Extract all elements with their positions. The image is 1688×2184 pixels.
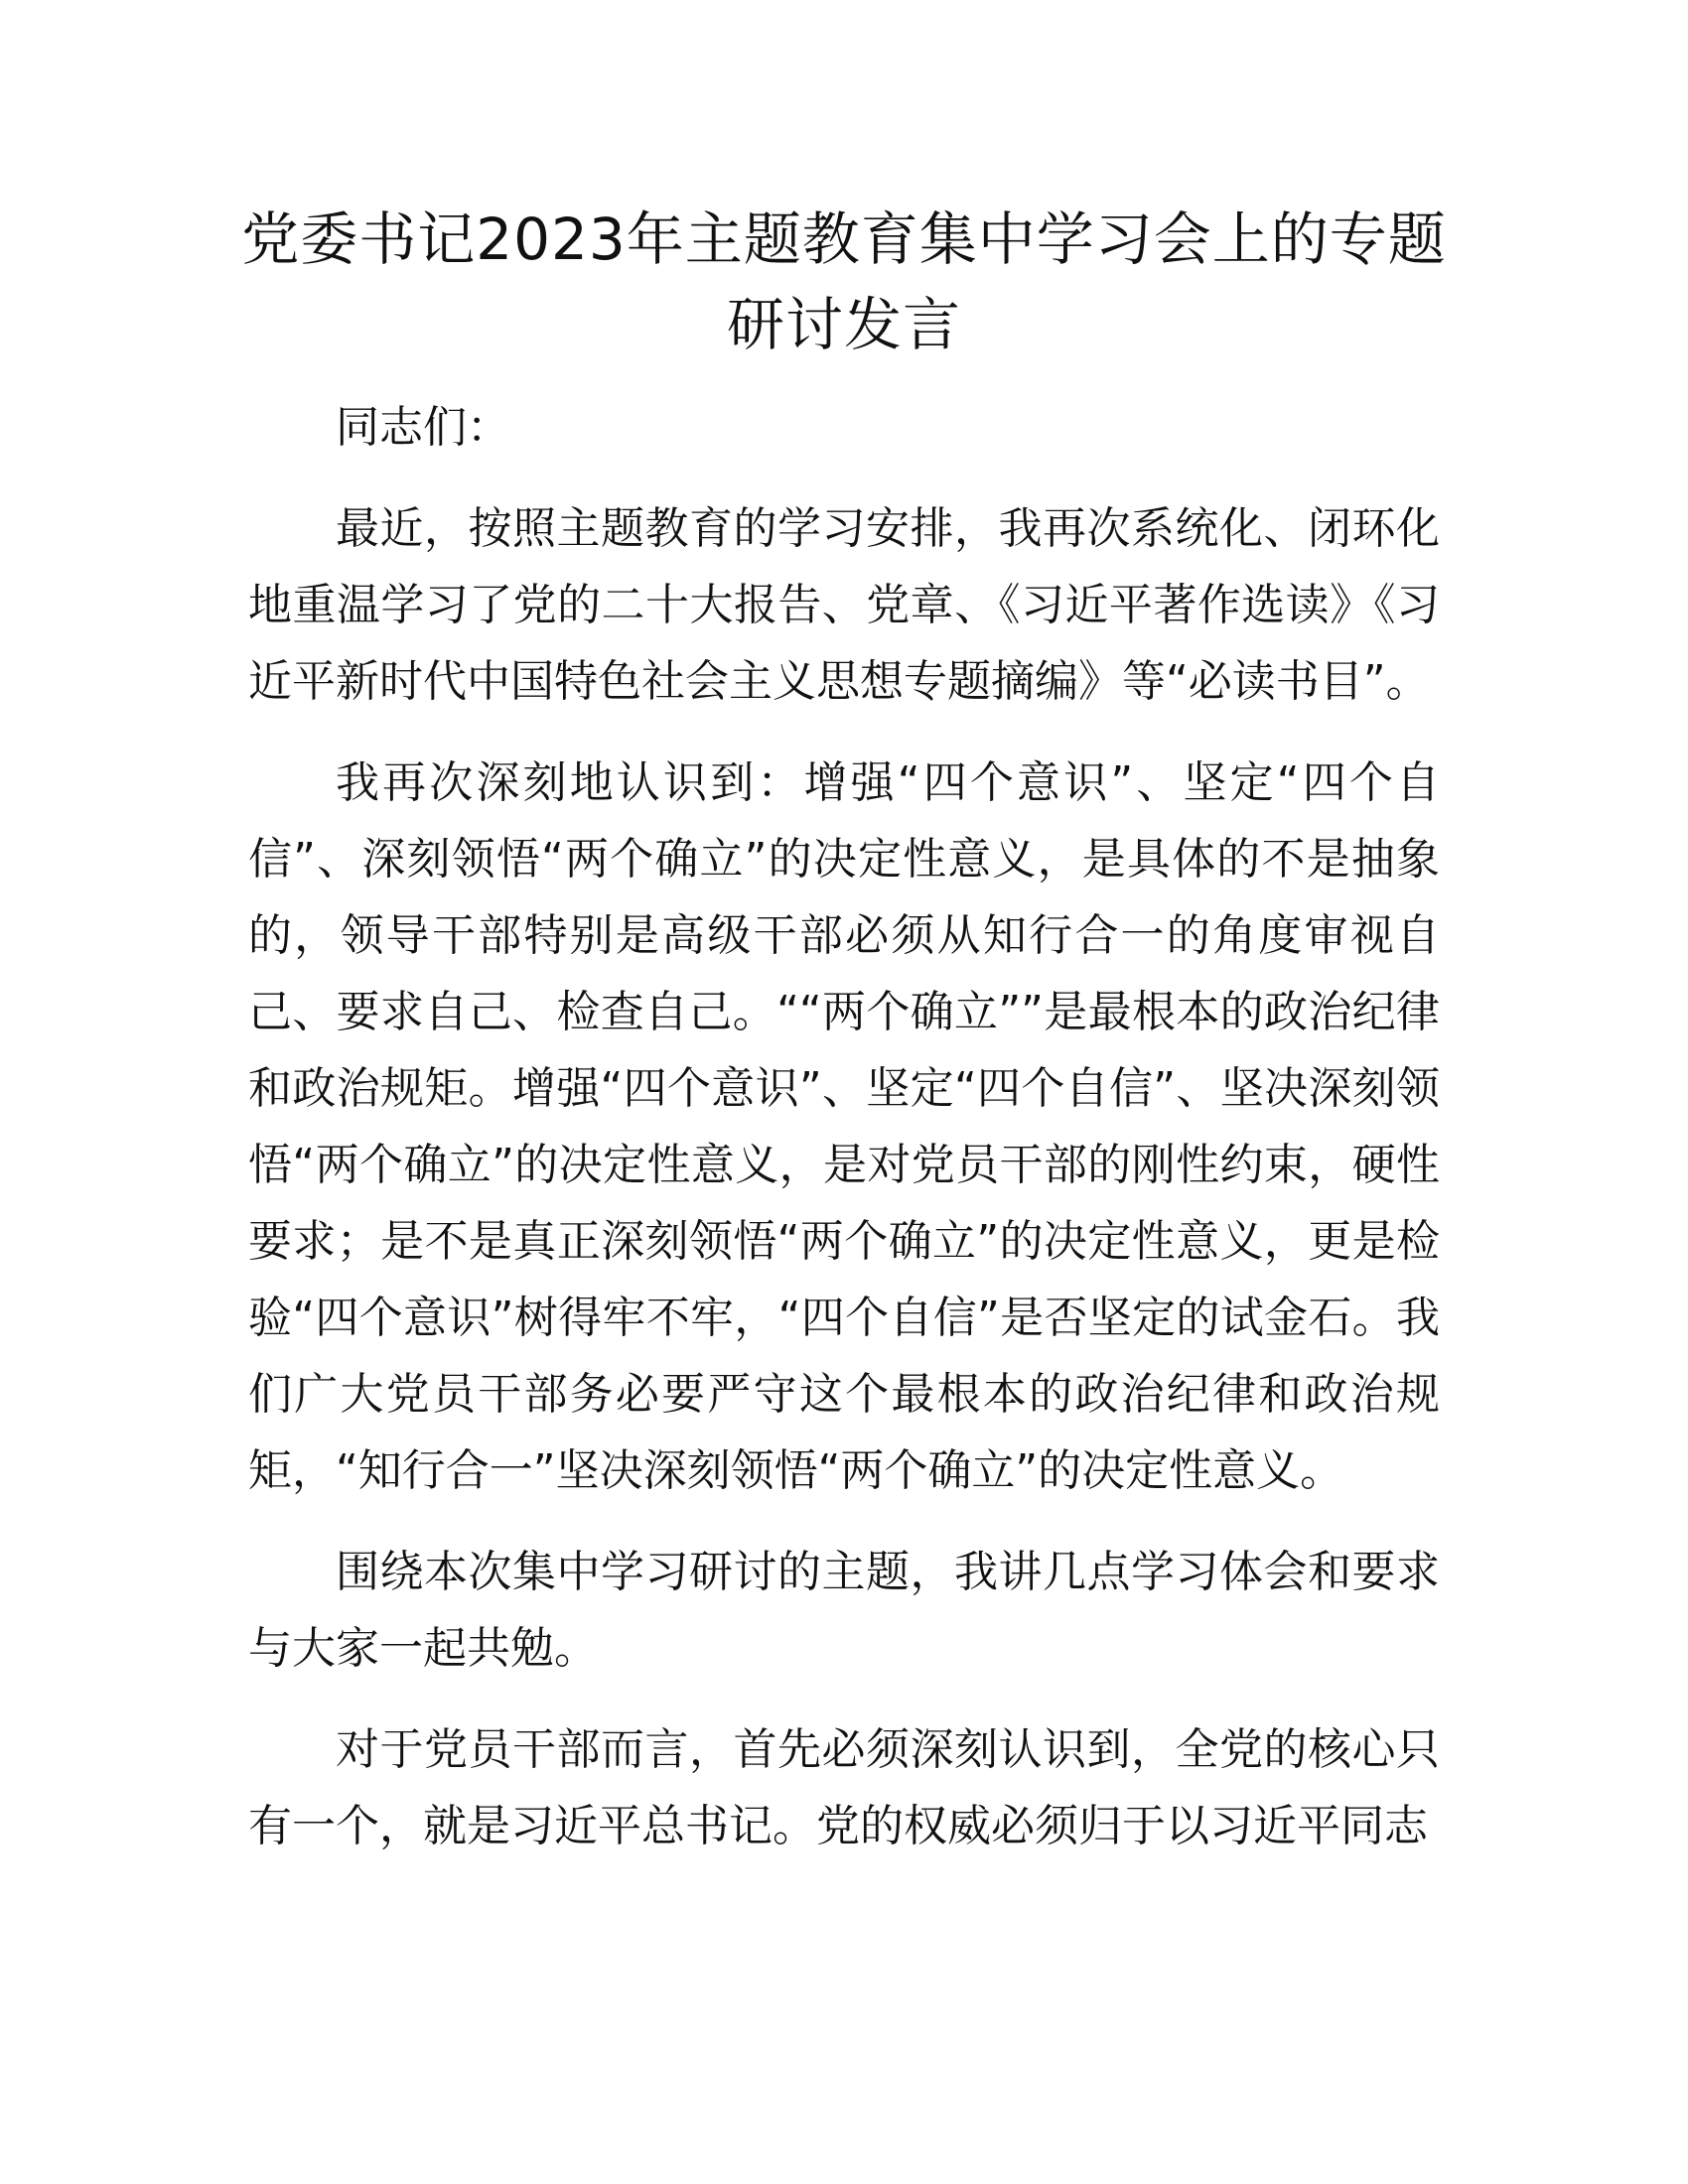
document-title [228,197,1460,367]
paragraph-3: 围绕本次集中学习研讨的主题，我讲几点学习体会和要求与大家一起共勉。 [248,1547,1440,1674]
document-body [248,389,1440,1889]
salutation: 同志们： [336,402,510,453]
title-line-2: 研讨发言 [726,291,961,358]
paragraph-1: 最近，按照主题教育的学习安排，我再次系统化、闭环化地重温学习了党的二十大报告、党章、《习近平著作选读》《习近平新时代中国特色社会主义思想专题摘编》等“必读书目”。 [248,503,1440,707]
paragraph-4: 对于党员干部而言，首先必须深刻认识到，全党的核心只有一个，就是习近平总书记。党的权威必须归于以习近平同志 [248,1724,1440,1851]
title-line-1: 党委书记2023年主题教育集中学习会上的专题 [241,205,1447,273]
paragraph-2: 我再次深刻地认识到：增强“四个意识”、坚定“四个自信”、深刻领悟“两个确立”的决定性意义，是具体的不是抽象的，领导干部特别是高级干部必须从知行合一的角度审视自己、要求自己、检查自己。““两个确立””是最根本的政治纪律和政治规矩。增强“四个意识”、坚定“四个自信”、坚决深刻领悟“两个确立”的决定性意义，是对党员干部的刚性约束，硬性要求；是不是真正深刻领悟“两个确立”的决定性意义，更是检验“四个意识”树得牢不牢，“四个自信”是否坚定的试金石。我们广大党员干部务必要严守这个最根本的政治纪律和政治规矩，“知行合一”坚决深刻领悟“两个确立”的决定性意义。 [248,757,1440,1496]
